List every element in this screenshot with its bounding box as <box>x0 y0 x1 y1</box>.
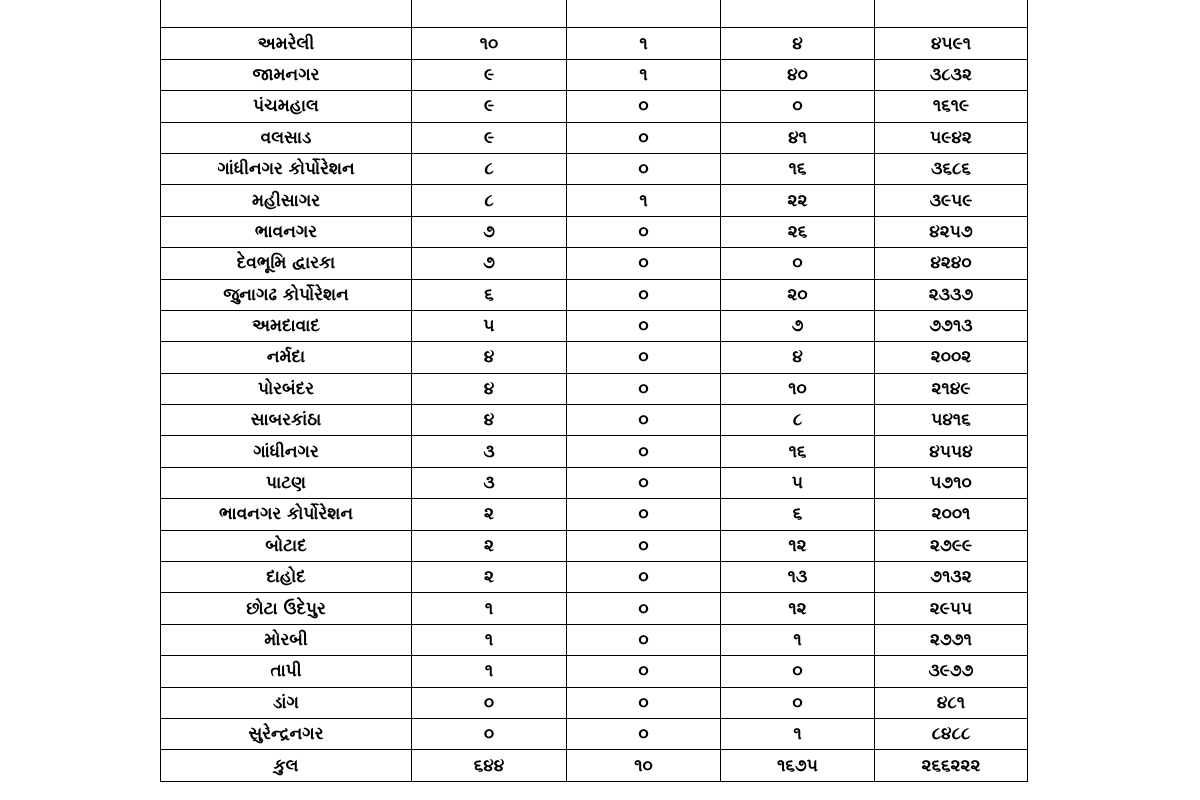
table-row-partial-top <box>161 0 1028 28</box>
table-cell-value-col-3: ૦ <box>721 91 875 122</box>
table-cell-value-col-4: ૪૨૫૭ <box>875 216 1028 247</box>
table-row <box>161 91 1028 122</box>
table-cell-value-col-3: ૬ <box>721 499 875 530</box>
table-cell-value-col-2: ૧ <box>567 28 721 59</box>
table-row <box>161 122 1028 153</box>
table-row <box>161 467 1028 498</box>
table-cell-value-col-4: ૨૭૯૯ <box>875 530 1028 561</box>
table-row <box>161 656 1028 687</box>
table-cell-empty <box>161 0 412 28</box>
table-cell-value-col-4: ૨૯૫૫ <box>875 593 1028 624</box>
table-cell-district-name: અમરેલી <box>161 28 412 59</box>
table-cell-value-col-2: ૦ <box>567 122 721 153</box>
table-row <box>161 310 1028 341</box>
table-cell-value-col-1: ૮ <box>412 185 567 216</box>
table-cell-value-col-3: ૦ <box>721 248 875 279</box>
table-cell-district-name: મોરબી <box>161 624 412 655</box>
table-cell-district-name: ભાવનગર કોર્પોરેશન <box>161 499 412 530</box>
table-cell-value-col-1: ૦ <box>412 687 567 718</box>
total-cell-value-col-1: ૬૪૪ <box>412 750 567 781</box>
table-cell-value-col-4: ૫૪૧૬ <box>875 405 1028 436</box>
table-row <box>161 624 1028 655</box>
table-row <box>161 59 1028 90</box>
table-cell-empty <box>721 0 875 28</box>
table-cell-value-col-1: ૫ <box>412 310 567 341</box>
table-cell-value-col-2: ૦ <box>567 593 721 624</box>
table-row <box>161 216 1028 247</box>
table-cell-district-name: જુનાગઢ કોર્પોરેશન <box>161 279 412 310</box>
table-cell-value-col-3: ૧૨ <box>721 530 875 561</box>
district-stats-table <box>160 0 1028 782</box>
table-cell-value-col-1: ૯ <box>412 91 567 122</box>
table-cell-value-col-1: ૧ <box>412 656 567 687</box>
table-cell-value-col-3: ૪ <box>721 342 875 373</box>
table-total-row <box>161 750 1028 781</box>
table-row <box>161 405 1028 436</box>
table-cell-district-name: સાબરકાંઠા <box>161 405 412 436</box>
table-cell-district-name: સુરેન્દ્રનગર <box>161 718 412 749</box>
table-cell-value-col-4: ૮૪૮૮ <box>875 718 1028 749</box>
table-cell-value-col-4: ૩૯૫૯ <box>875 185 1028 216</box>
table-cell-district-name: દેવભૂમિ દ્વારકા <box>161 248 412 279</box>
table-cell-value-col-4: ૨૭૭૧ <box>875 624 1028 655</box>
table-cell-value-col-3: ૨૬ <box>721 216 875 247</box>
table-cell-value-col-3: ૧૬ <box>721 153 875 184</box>
table-row <box>161 28 1028 59</box>
table-cell-district-name: ડાંગ <box>161 687 412 718</box>
table-cell-value-col-1: ૨ <box>412 499 567 530</box>
table-row <box>161 593 1028 624</box>
table-cell-value-col-3: ૪૧ <box>721 122 875 153</box>
table-cell-value-col-4: ૫૭૧૦ <box>875 467 1028 498</box>
table-cell-value-col-3: ૨૨ <box>721 185 875 216</box>
table-cell-value-col-3: ૧૩ <box>721 562 875 593</box>
total-cell-value-col-4: ૨૬૬૨૨૨ <box>875 750 1028 781</box>
table-row <box>161 687 1028 718</box>
table-cell-district-name: વલસાડ <box>161 122 412 153</box>
table-cell-value-col-3: ૮ <box>721 405 875 436</box>
table-cell-value-col-1: ૯ <box>412 122 567 153</box>
table-cell-value-col-4: ૪૨૪૦ <box>875 248 1028 279</box>
table-cell-value-col-1: ૯ <box>412 59 567 90</box>
table-cell-value-col-1: ૧ <box>412 624 567 655</box>
table-cell-value-col-2: ૦ <box>567 310 721 341</box>
table-cell-empty <box>567 0 721 28</box>
table-cell-value-col-4: ૨૧૪૯ <box>875 373 1028 404</box>
table-row <box>161 185 1028 216</box>
table-cell-district-name: ગાંધીનગર <box>161 436 412 467</box>
table-cell-value-col-3: ૦ <box>721 687 875 718</box>
table-cell-value-col-4: ૭૧૩૨ <box>875 562 1028 593</box>
table-cell-value-col-4: ૪૫૫૪ <box>875 436 1028 467</box>
table-cell-district-name: અમદાવાદ <box>161 310 412 341</box>
table-row <box>161 436 1028 467</box>
table-cell-value-col-1: ૩ <box>412 467 567 498</box>
table-cell-district-name: મહીસાગર <box>161 185 412 216</box>
table-cell-value-col-1: ૧૦ <box>412 28 567 59</box>
table-cell-district-name: બોટાદ <box>161 530 412 561</box>
table-cell-value-col-4: ૫૯૪૨ <box>875 122 1028 153</box>
table-cell-district-name: જામનગર <box>161 59 412 90</box>
table-cell-district-name: તાપી <box>161 656 412 687</box>
total-cell-value-col-2: ૧૦ <box>567 750 721 781</box>
table-cell-value-col-4: ૩૮૩૨ <box>875 59 1028 90</box>
table-cell-value-col-4: ૪૫૯૧ <box>875 28 1028 59</box>
table-cell-value-col-1: ૪ <box>412 373 567 404</box>
table-cell-value-col-1: ૬ <box>412 279 567 310</box>
table-body <box>161 0 1028 781</box>
table-cell-value-col-1: ૨ <box>412 562 567 593</box>
table-cell-value-col-1: ૮ <box>412 153 567 184</box>
table-cell-district-name: ગાંધીનગર કોર્પોરેશન <box>161 153 412 184</box>
table-cell-value-col-2: ૦ <box>567 405 721 436</box>
table-cell-district-name: પોરબંદર <box>161 373 412 404</box>
table-cell-value-col-3: ૧૨ <box>721 593 875 624</box>
table-cell-value-col-1: ૧ <box>412 593 567 624</box>
table-cell-value-col-4: ૪૮૧ <box>875 687 1028 718</box>
table-cell-empty <box>875 0 1028 28</box>
table-cell-value-col-4: ૭૭૧૩ <box>875 310 1028 341</box>
table-cell-district-name: છોટા ઉદેપુર <box>161 593 412 624</box>
table-cell-value-col-4: ૨૩૩૭ <box>875 279 1028 310</box>
table-cell-value-col-4: ૨૦૦૨ <box>875 342 1028 373</box>
table-cell-value-col-2: ૦ <box>567 687 721 718</box>
table-cell-value-col-4: ૨૦૦૧ <box>875 499 1028 530</box>
table-cell-value-col-3: ૪ <box>721 28 875 59</box>
table-cell-value-col-3: ૧ <box>721 624 875 655</box>
table-cell-value-col-4: ૧૬૧૯ <box>875 91 1028 122</box>
table-row <box>161 562 1028 593</box>
total-cell-value-col-3: ૧૬૭૫ <box>721 750 875 781</box>
table-cell-value-col-2: ૦ <box>567 624 721 655</box>
table-cell-value-col-2: ૦ <box>567 216 721 247</box>
table-cell-value-col-2: ૦ <box>567 436 721 467</box>
table-cell-value-col-2: ૦ <box>567 499 721 530</box>
table-row <box>161 342 1028 373</box>
table-cell-value-col-2: ૦ <box>567 91 721 122</box>
table-cell-value-col-4: ૩૬૮૬ <box>875 153 1028 184</box>
table-cell-district-name: પાટણ <box>161 467 412 498</box>
table-row <box>161 373 1028 404</box>
table-cell-district-name: ભાવનગર <box>161 216 412 247</box>
table-cell-district-name: પંચમહાલ <box>161 91 412 122</box>
table-cell-value-col-2: ૦ <box>567 467 721 498</box>
table-cell-value-col-2: ૧ <box>567 185 721 216</box>
table-cell-value-col-2: ૦ <box>567 718 721 749</box>
table-row <box>161 499 1028 530</box>
table-cell-value-col-1: ૪ <box>412 342 567 373</box>
table-cell-value-col-1: ૭ <box>412 248 567 279</box>
table-row <box>161 248 1028 279</box>
table-cell-value-col-3: ૧૦ <box>721 373 875 404</box>
table-cell-value-col-1: ૦ <box>412 718 567 749</box>
table-cell-district-name: નર્મદા <box>161 342 412 373</box>
table-cell-value-col-2: ૦ <box>567 342 721 373</box>
total-label: કુલ <box>161 750 412 781</box>
table-row <box>161 718 1028 749</box>
table-cell-value-col-1: ૨ <box>412 530 567 561</box>
table-cell-value-col-2: ૦ <box>567 373 721 404</box>
table-cell-value-col-2: ૧ <box>567 59 721 90</box>
table-cell-value-col-2: ૦ <box>567 562 721 593</box>
table-cell-value-col-3: ૭ <box>721 310 875 341</box>
table-cell-value-col-3: ૨૦ <box>721 279 875 310</box>
table-cell-value-col-2: ૦ <box>567 530 721 561</box>
table-row <box>161 530 1028 561</box>
table-cell-value-col-2: ૦ <box>567 656 721 687</box>
table-cell-value-col-3: ૦ <box>721 656 875 687</box>
table-cell-value-col-2: ૦ <box>567 153 721 184</box>
table-cell-value-col-2: ૦ <box>567 248 721 279</box>
table-cell-value-col-3: ૧૬ <box>721 436 875 467</box>
table-cell-value-col-1: ૭ <box>412 216 567 247</box>
table-cell-value-col-1: ૩ <box>412 436 567 467</box>
table-cell-value-col-2: ૦ <box>567 279 721 310</box>
table-cell-value-col-3: ૪૦ <box>721 59 875 90</box>
table-cell-value-col-3: ૧ <box>721 718 875 749</box>
table-cell-district-name: દાહોદ <box>161 562 412 593</box>
table-cell-value-col-3: ૫ <box>721 467 875 498</box>
table-row <box>161 153 1028 184</box>
table-cell-value-col-1: ૪ <box>412 405 567 436</box>
table-row <box>161 279 1028 310</box>
table-cell-value-col-4: ૩૯૭૭ <box>875 656 1028 687</box>
table-cell-empty <box>412 0 567 28</box>
